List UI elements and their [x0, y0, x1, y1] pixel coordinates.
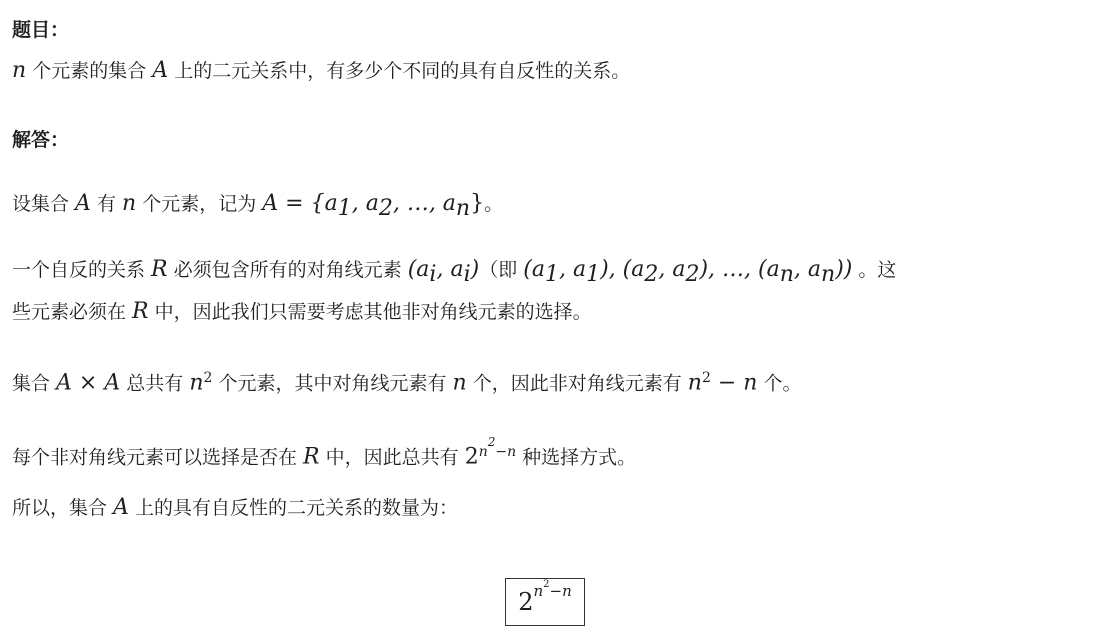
math: − n — [710, 370, 758, 396]
text: 。这 — [852, 259, 897, 281]
result-base: 2 — [518, 588, 534, 616]
answer-line-1 — [12, 188, 503, 225]
answer-line-2b — [12, 296, 592, 328]
math-base: 2 — [464, 444, 479, 470]
math: )) — [835, 257, 853, 282]
subscript: i — [463, 261, 471, 287]
math: R — [132, 299, 149, 324]
text: 所以，集合 — [12, 497, 114, 519]
text: 每个非对角线元素可以选择是否在 — [12, 446, 304, 469]
superscript: 2 — [701, 370, 711, 386]
text: 设集合 — [12, 193, 76, 215]
text: 个。 — [757, 372, 802, 395]
math: , a — [793, 257, 822, 282]
subscript: 1 — [544, 261, 559, 287]
math: R — [303, 444, 320, 470]
math: n — [687, 370, 702, 396]
math: ), …, (a — [699, 257, 780, 282]
answer-line-5 — [12, 492, 458, 524]
problem-statement — [12, 55, 630, 87]
text: 上的二元关系中，有多少个不同的具有自反性的关系。 — [168, 60, 631, 82]
answer-heading: 解答： — [12, 129, 70, 151]
text: 中，因此我们只需要考虑其他非对角线元素的选择。 — [148, 301, 592, 323]
result-exponent-minus-n: −n — [549, 582, 572, 600]
math-n: n — [12, 58, 27, 83]
math: A = {a — [262, 191, 338, 216]
math: , a — [558, 257, 587, 282]
math: , a — [351, 191, 379, 216]
answer-line-2a — [12, 254, 896, 291]
subscript: 2 — [685, 261, 700, 287]
text: 个元素，记为 — [136, 193, 263, 215]
subscript: n — [779, 261, 794, 287]
answer-line-3 — [12, 362, 802, 399]
math: R — [151, 257, 168, 282]
math: n — [452, 370, 467, 396]
math-A: A — [152, 58, 169, 83]
subscript: i — [429, 261, 437, 287]
text: 些元素必须在 — [12, 301, 133, 323]
text: 。 — [484, 193, 504, 215]
subscript: 2 — [378, 195, 393, 221]
text: 个元素的集合 — [26, 60, 153, 82]
math: , a — [658, 257, 686, 282]
text: 个元素，其中对角线元素有 — [212, 372, 453, 395]
math: A — [75, 191, 91, 216]
text: 一个自反的关系 — [12, 259, 152, 281]
exponent-2: 2 — [487, 435, 496, 449]
subscript: 1 — [586, 261, 601, 287]
math: n — [122, 191, 137, 216]
text: （即 — [479, 259, 524, 281]
answer-line-4 — [12, 426, 636, 473]
math: , a — [436, 257, 464, 282]
text: 种选择方式。 — [516, 446, 637, 469]
math: ) — [470, 257, 480, 282]
math: (a — [523, 257, 545, 282]
superscript: 2 — [203, 370, 213, 386]
text: 必须包含所有的对角线元素 — [167, 259, 408, 281]
math: A — [113, 495, 129, 520]
subscript: 2 — [644, 261, 659, 287]
math: (a — [407, 257, 430, 282]
exponent — [478, 435, 517, 460]
text: 中，因此总共有 — [319, 446, 465, 469]
subscript: n — [821, 261, 836, 287]
text: 有 — [90, 193, 123, 215]
boxed-result — [505, 578, 585, 626]
text: 上的具有自反性的二元关系的数量为： — [128, 497, 458, 519]
result-exponent-2: 2 — [543, 578, 550, 590]
problem-heading: 题目： — [12, 19, 70, 41]
result-exponent-n: n — [533, 582, 544, 600]
text: 总共有 — [120, 372, 190, 395]
text: 个，因此非对角线元素有 — [466, 372, 688, 395]
subscript: 1 — [337, 195, 352, 221]
exponent-minus-n: −n — [495, 444, 517, 460]
math: A × A — [56, 370, 121, 396]
math: , …, a — [392, 191, 456, 216]
math: } — [470, 191, 485, 216]
math: n — [189, 370, 204, 396]
subscript: n — [455, 195, 471, 221]
exponent-n: n — [478, 444, 488, 460]
math: ), (a — [600, 257, 645, 282]
text: 集合 — [12, 372, 57, 395]
